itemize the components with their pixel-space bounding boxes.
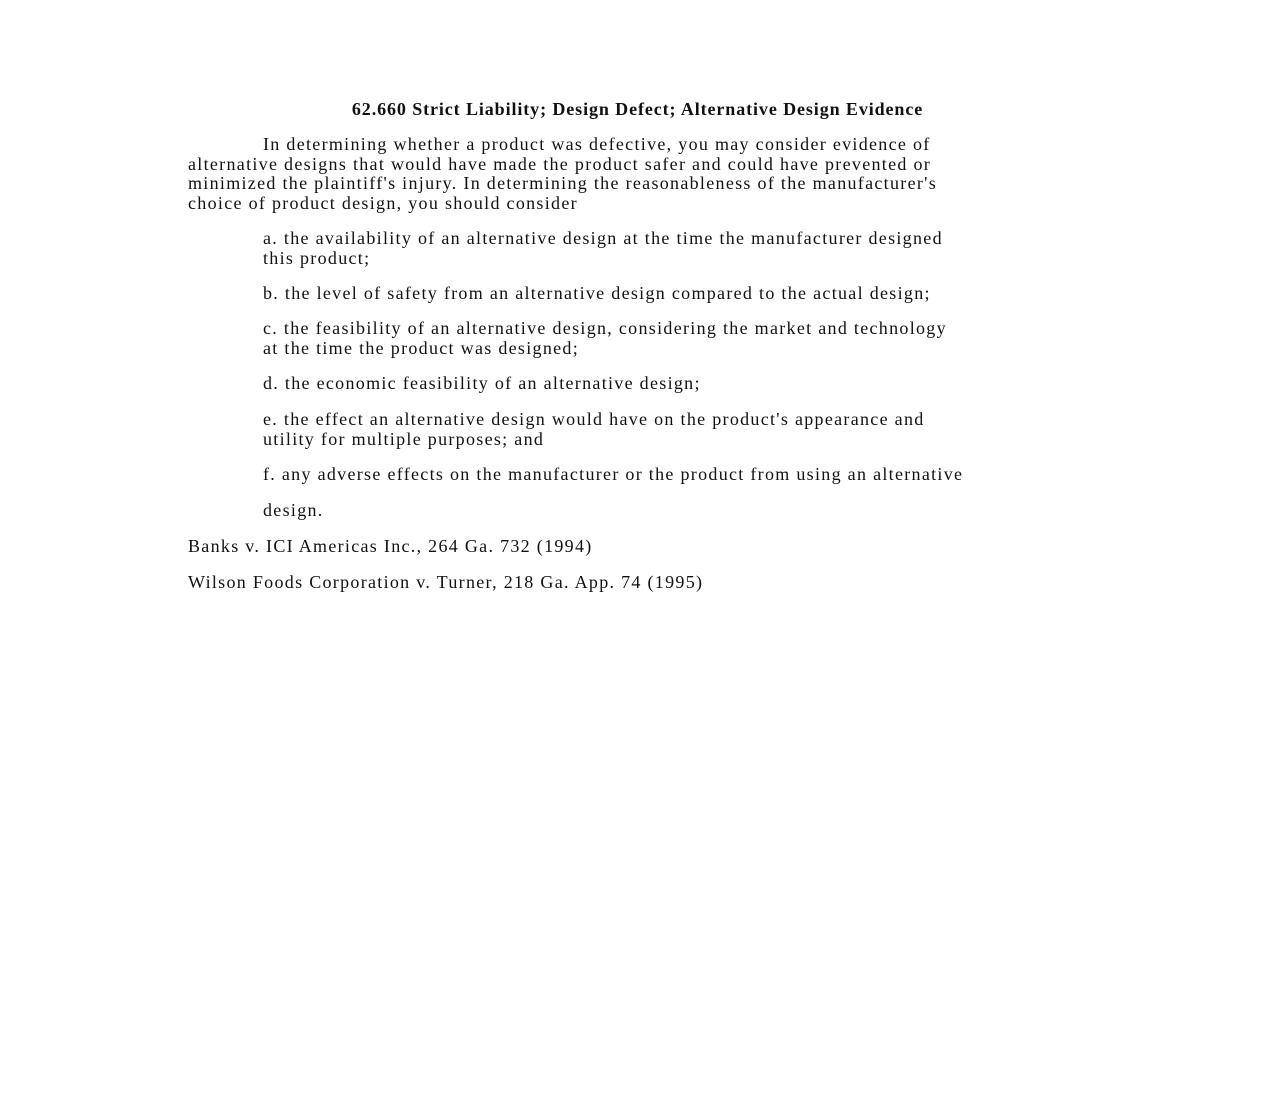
list-item-d	[263, 374, 701, 394]
intro-paragraph	[188, 135, 937, 213]
list-item-b	[263, 284, 931, 304]
list-item-line: c. the feasibility of an alternative design, considering the market and technology	[263, 318, 947, 338]
list-item-line: b. the level of safety from an alternative design compared to the actual design;	[263, 283, 931, 303]
list-item-f-continued	[263, 501, 324, 521]
list-item-line: at the time the product was designed;	[263, 337, 580, 358]
list-item-e	[263, 410, 925, 449]
list-item-c	[263, 319, 947, 358]
list-item-line: f. any adverse effects on the manufacturer or the product from using an alternative	[263, 464, 964, 484]
intro-line: In determining whether a product was defective, you may consider evidence of	[263, 134, 931, 154]
list-item-line: utility for multiple purposes; and	[263, 428, 545, 449]
page-title: 62.660 Strict Liability; Design Defect; Alternative Design Evidence	[351, 99, 924, 119]
list-item-line: this product;	[263, 247, 371, 268]
citation: Wilson Foods Corporation v. Turner, 218 Ga. App. 74 (1995)	[188, 572, 704, 592]
list-item-line: a. the availability of an alternative design at the time the manufacturer designed	[263, 228, 943, 248]
list-item-line: d. the economic feasibility of an alternative design;	[263, 373, 701, 393]
list-item-line: e. the effect an alternative design would have on the product's appearance and	[263, 409, 925, 429]
citation: Banks v. ICI Americas Inc., 264 Ga. 732 (1994)	[188, 536, 593, 556]
intro-line: minimized the plaintiff's injury. In determining the reasonableness of the manufacturer's	[188, 173, 937, 193]
list-item-line: design.	[263, 500, 324, 520]
intro-line: alternative designs that would have made the product safer and could have prevented or	[188, 153, 932, 174]
intro-line: choice of product design, you should consider	[188, 192, 578, 213]
list-item-a	[263, 229, 943, 268]
list-item-f	[263, 465, 963, 485]
